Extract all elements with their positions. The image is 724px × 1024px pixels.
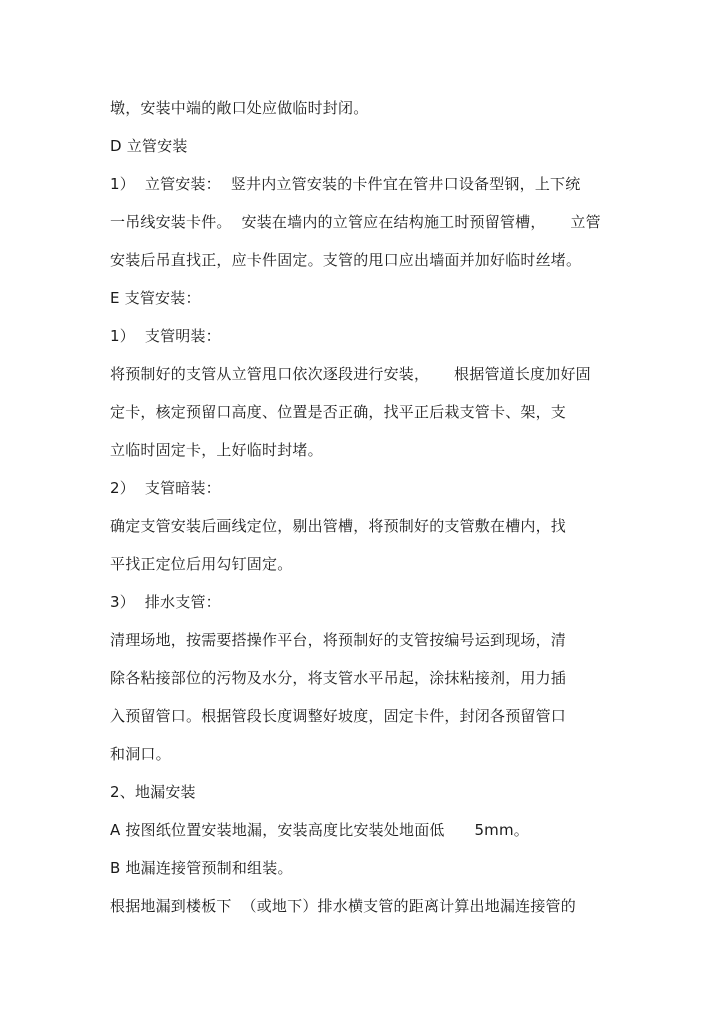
subsection-heading: 2） 支管暗装：: [110, 479, 221, 497]
text-line: B 地漏连接管预制和组装。: [110, 859, 293, 877]
text-line: 一吊线安装卡件。 安装在墙内的立管应在结构施工时预留管槽， 立管: [110, 213, 601, 231]
text-line: 将预制好的支管从立管甩口依次逐段进行安装， 根据管道长度加好固: [110, 365, 591, 383]
section-heading: D 立管安装: [110, 137, 188, 155]
text-line: 墩，安装中端的敞口处应做临时封闭。: [110, 99, 369, 117]
text-line: 和洞口。: [110, 745, 171, 763]
subsection-heading: 3） 排水支管：: [110, 593, 221, 611]
text-line: A 按图纸位置安装地漏，安装高度比安装处地面低 5mm。: [110, 821, 530, 839]
text-line: 清理场地，按需要搭操作平台，将预制好的支管按编号运到现场，清: [110, 631, 567, 649]
section-heading: 2、地漏安装: [110, 783, 196, 801]
text-line: 1） 立管安装： 竖井内立管安装的卡件宜在管井口设备型钢，上下统: [110, 175, 581, 193]
text-line: 根据地漏到楼板下 （或地下）排水横支管的距离计算出地漏连接管的: [110, 897, 576, 915]
text-line: 定卡，核定预留口高度、位置是否正确，找平正后栽支管卡、架，支: [110, 403, 567, 421]
text-line: 确定支管安装后画线定位，剔出管槽，将预制好的支管敷在槽内，找: [110, 517, 567, 535]
text-line: 除各粘接部位的污物及水分，将支管水平吊起，涂抹粘接剂，用力插: [110, 669, 567, 687]
text-line: 平找正定位后用勾钉固定。: [110, 555, 293, 573]
text-line: 安装后吊直找正，应卡件固定。支管的甩口应出墙面并加好临时丝堵。: [110, 251, 582, 269]
text-line: 入预留管口。根据管段长度调整好坡度，固定卡件，封闭各预留管口: [110, 707, 567, 725]
subsection-heading: 1） 支管明装：: [110, 327, 221, 345]
text-line: 立临时固定卡，上好临时封堵。: [110, 441, 323, 459]
section-heading: E 支管安装：: [110, 289, 201, 307]
